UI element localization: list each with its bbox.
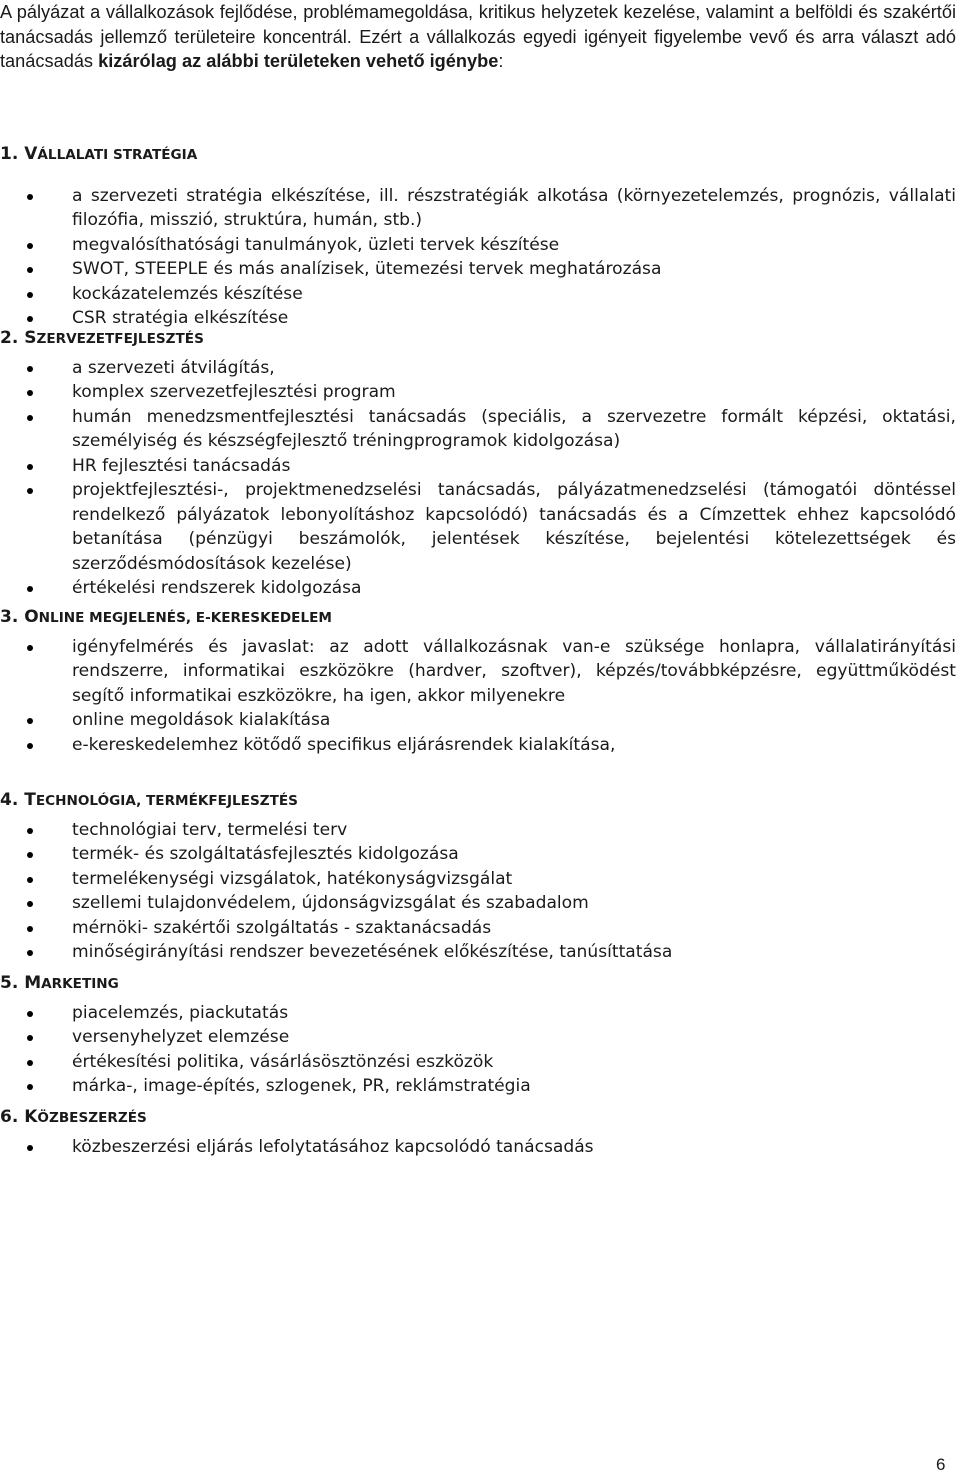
list-item: a szervezeti stratégia elkészítése, ill. részstratégiák alkotása (környezetelemzés, prognózis, vállalati filozófia, misszió, struktúra, humán, stb.) bbox=[0, 184, 956, 233]
section-heading bbox=[0, 326, 956, 351]
section-heading bbox=[0, 1105, 956, 1130]
list-item: e-kereskedelemhez kötődő specifikus eljárásrendek kialakítása, bbox=[0, 733, 956, 758]
list-item: termelékenységi vizsgálatok, hatékonyságvizsgálat bbox=[0, 867, 956, 892]
section-title-initial: V bbox=[24, 144, 38, 164]
section-title: ÖZBESZERZÉS bbox=[37, 1110, 147, 1126]
section-title-initial: O bbox=[24, 607, 39, 627]
section-number: 1. bbox=[0, 144, 19, 164]
section-heading bbox=[0, 971, 956, 996]
list-item: szellemi tulajdonvédelem, újdonságvizsgálat és szabadalom bbox=[0, 891, 956, 916]
list-item: megvalósíthatósági tanulmányok, üzleti tervek készítése bbox=[0, 233, 956, 258]
list-item: mérnöki- szakértői szolgáltatás - szaktanácsadás bbox=[0, 916, 956, 941]
list-item: a szervezeti átvilágítás, bbox=[0, 356, 956, 381]
bullet-list bbox=[0, 184, 956, 331]
list-item: versenyhelyzet elemzése bbox=[0, 1025, 956, 1050]
intro-text-end: : bbox=[498, 51, 504, 71]
section-kozbeszerzes bbox=[0, 1105, 956, 1159]
bullet-list bbox=[0, 1001, 956, 1099]
list-item: HR fejlesztési tanácsadás bbox=[0, 454, 956, 479]
bullet-list bbox=[0, 1135, 956, 1160]
section-title: ÁLLALATI STRATÉGIA bbox=[37, 147, 198, 163]
section-number: 2. bbox=[0, 328, 19, 348]
list-item: minőségirányítási rendszer bevezetésének előkészítése, tanúsíttatása bbox=[0, 940, 956, 965]
list-item: márka-, image-építés, szlogenek, PR, reklámstratégia bbox=[0, 1074, 956, 1099]
bullet-list bbox=[0, 635, 956, 758]
section-number: 6. bbox=[0, 1107, 19, 1127]
bullet-list bbox=[0, 818, 956, 965]
section-heading bbox=[0, 142, 956, 167]
list-item: SWOT, STEEPLE és más analízisek, ütemezési tervek meghatározása bbox=[0, 257, 956, 282]
section-online-megjelenes bbox=[0, 605, 956, 757]
section-number: 5. bbox=[0, 973, 19, 993]
section-title-initial: S bbox=[24, 328, 37, 348]
section-title-initial: K bbox=[24, 1107, 38, 1127]
section-title-initial: T bbox=[24, 790, 36, 810]
list-item: kockázatelemzés készítése bbox=[0, 282, 956, 307]
section-vallalati-strategia bbox=[0, 142, 956, 331]
section-title: ZERVEZETFEJLESZTÉS bbox=[36, 331, 204, 347]
list-item: online megoldások kialakítása bbox=[0, 708, 956, 733]
page-number: 6 bbox=[936, 1455, 946, 1474]
section-title-initial: M bbox=[24, 973, 42, 993]
list-item: igényfelmérés és javaslat: az adott vállalkozásnak van-e szüksége honlapra, vállalatirányítási rendszerre, informatikai eszközökre (hardver, szoftver), képzés/továbbképzésre, együttműködést segítő informatikai eszközökre, ha igen, akkor milyenekre bbox=[0, 635, 956, 709]
section-number: 4. bbox=[0, 790, 19, 810]
list-item: értékesítési politika, vásárlásösztönzési eszközök bbox=[0, 1050, 956, 1075]
section-number: 3. bbox=[0, 607, 19, 627]
list-item: humán menedzsmentfejlesztési tanácsadás (speciális, a szervezetre formált képzési, oktatási, személyiség és készségfejlesztő tréningprogramok kidolgozása) bbox=[0, 405, 956, 454]
section-title: ARKETING bbox=[41, 976, 119, 992]
section-technologia bbox=[0, 788, 956, 965]
section-marketing bbox=[0, 971, 956, 1099]
list-item: értékelési rendszerek kidolgozása bbox=[0, 576, 956, 601]
section-title: ECHNOLÓGIA, TERMÉKFEJLESZTÉS bbox=[35, 793, 298, 809]
list-item: piacelemzés, piackutatás bbox=[0, 1001, 956, 1026]
intro-text: A pályázat a vállalkozások fejlődése, problémamegoldása, kritikus helyzetek kezelése, valamint a belföldi és szakértői tanácsadás jellemző területeire koncentrál. Ezért a vállalkozás egyedi igényeit figyelembe vevő és arra választ adó tanácsadás bbox=[0, 2, 956, 71]
intro-paragraph bbox=[0, 0, 956, 74]
list-item: projektfejlesztési-, projektmenedzselési tanácsadás, pályázatmenedzselési (támogatói döntéssel rendelkező pályázatok lebonyolításhoz kapcsolódó) tanácsadás és a Címzettek ehhez kapcsolódó betanítása (pénzügyi beszámolók, jelentések készítése, bejelentési kötelezettségek és szerződésmódosítások kezelése) bbox=[0, 478, 956, 576]
list-item: termék- és szolgáltatásfejlesztés kidolgozása bbox=[0, 842, 956, 867]
bullet-list bbox=[0, 356, 956, 601]
section-szervezetfejlesztes bbox=[0, 326, 956, 601]
list-item: CSR stratégia elkészítése bbox=[0, 306, 956, 331]
intro-emphasis: kizárólag az alábbi területeken vehető igénybe bbox=[98, 51, 499, 71]
list-item: komplex szervezetfejlesztési program bbox=[0, 380, 956, 405]
list-item: technológiai terv, termelési terv bbox=[0, 818, 956, 843]
section-heading bbox=[0, 605, 956, 630]
section-title: NLINE MEGJELENÉS, E-KERESKEDELEM bbox=[38, 610, 332, 626]
section-heading bbox=[0, 788, 956, 813]
list-item: közbeszerzési eljárás lefolytatásához kapcsolódó tanácsadás bbox=[0, 1135, 956, 1160]
